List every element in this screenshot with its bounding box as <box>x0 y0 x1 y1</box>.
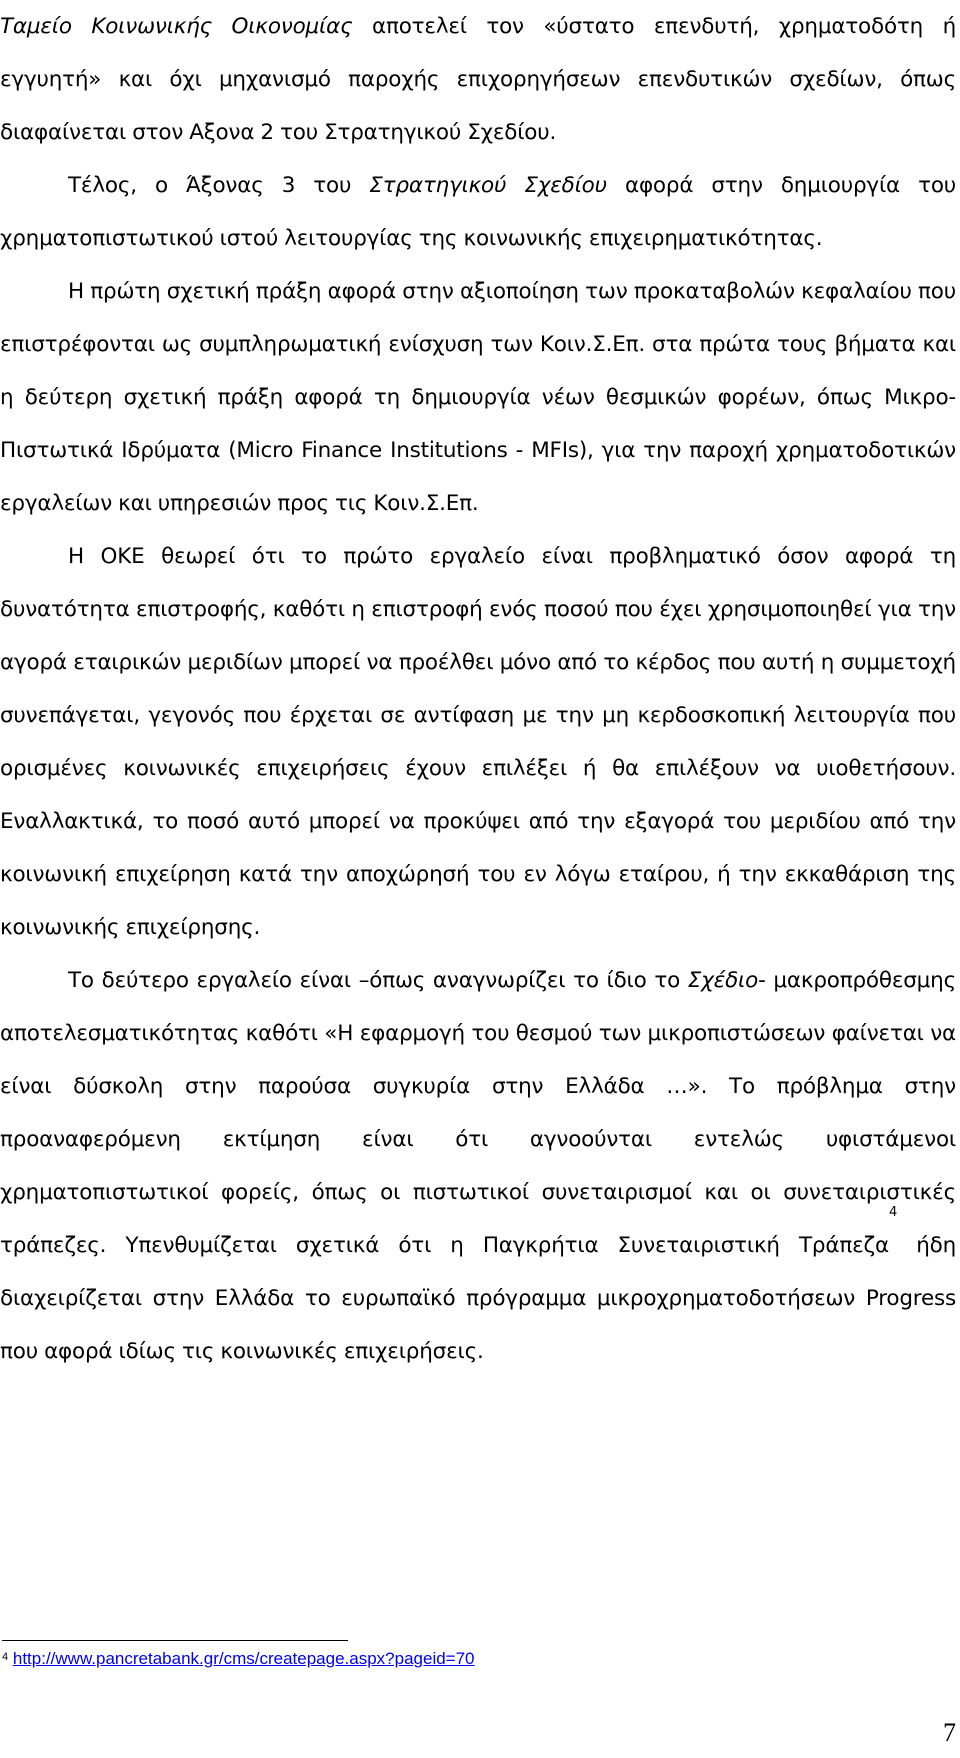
paragraph <box>0 954 956 1378</box>
paragraph <box>0 530 956 954</box>
text-run: αποτελεί τον «ύστατο επενδυτή, χρηματοδότη ή εγγυητή» και όχι μηχανισμό παροχής επιχορηγήσεων επενδυτικών σχεδίων, όπως διαφαίνεται στον Αξονα 2 του Στρατηγικού Σχεδίου. <box>0 14 956 145</box>
text-run: Η πρώτη σχετική πράξη αφορά στην αξιοποίηση των προκαταβολών κεφαλαίου που επιστρέφονται ως συμπληρωματική ενίσχυση των Κοιν.Σ.Επ. στα πρώτα τους βήματα και η δεύτερη σχετική πράξη αφορά τη δημιουργία νέων θεσμικών φορέων, όπως Μικρο-Πιστωτικά Ιδρύματα (Micro Finance Institutions - MFIs), για την παροχή χρηματοδοτικών εργαλείων και υπηρεσιών προς τις Κοιν.Σ.Επ. <box>0 279 956 516</box>
text-run: αφορά στην δημιουργία του χρηματοπιστωτικού ιστού λειτουργίας της κοινωνικής επιχειρηματικότητας. <box>0 173 957 251</box>
text-run: ήδη διαχειρίζεται στην Ελλάδα το ευρωπαϊκό πρόγραμμα μικροχρηματοδοτήσεων Progress που αφορά ιδίως τις κοινωνικές επιχειρήσεις. <box>0 1233 956 1364</box>
italic-text: Ταμείο Κοινωνικής Οικονομίας <box>0 14 353 39</box>
text-run: Τέλος, ο Άξονας 3 του <box>68 173 370 198</box>
paragraph <box>0 0 956 159</box>
text-run: Η ΟΚΕ θεωρεί ότι το πρώτο εργαλείο είναι προβληματικό όσον αφορά τη δυνατότητα επιστροφής, καθότι η επιστροφή ενός ποσού που έχει χρησιμοποιηθεί για την αγορά εταιρικών μεριδίων μπορεί να προέλθει μόνο από το κέρδος που αυτή η συμμετοχή συνεπάγεται, γεγονός που έρχεται σε αντίφαση με την μη κερδοσκοπική λειτουργία που ορισμένες κοινωνικές επιχειρήσεις έχουν επιλέξει ή θα επιλέξουν να υιοθετήσουν. Εναλλακτικά, το ποσό αυτό μπορεί να προκύψει από την εξαγορά του μεριδίου από την κοινωνική επιχείρηση κατά την αποχώρησή του εν λόγω εταίρου, ή την εκκαθάριση της κοινωνικής επιχείρησης. <box>0 544 956 940</box>
footnote <box>2 1648 475 1670</box>
text-run: Το δεύτερο εργαλείο είναι –όπως αναγνωρίζει το ίδιο το <box>68 968 688 993</box>
footnote-reference: 4 <box>888 1205 898 1220</box>
page-number: 7 <box>943 1718 956 1747</box>
footnote-link[interactable]: http://www.pancretabank.gr/cms/createpage.aspx?pageid=70 <box>12 1649 475 1668</box>
footnote-number: 4 <box>2 1651 9 1663</box>
footnote-separator <box>2 1640 348 1641</box>
paragraph <box>0 265 956 530</box>
text-run: - μακροπρόθεσμης αποτελεσματικότητας καθότι «Η εφαρμογή του θεσμού των μικροπιστώσεων φαίνεται να είναι δύσκολη στην παρούσα συγκυρία στην Ελλάδα …». Το πρόβλημα στην προαναφερόμενη εκτίμηση είναι ότι αγνοούνται εντελώς υφιστάμενοι χρηματοπιστωτικοί φορείς, όπως οι πιστωτικοί συνεταιρισμοί και οι συνεταιριστικές τράπεζες. Υπενθυμίζεται σχετικά ότι η Παγκρήτια Συνεταιριστική Τράπεζα <box>0 968 956 1258</box>
paragraph <box>0 159 956 265</box>
italic-text: Στρατηγικού Σχεδίου <box>369 173 607 198</box>
italic-text: Σχέδιο <box>687 968 759 993</box>
